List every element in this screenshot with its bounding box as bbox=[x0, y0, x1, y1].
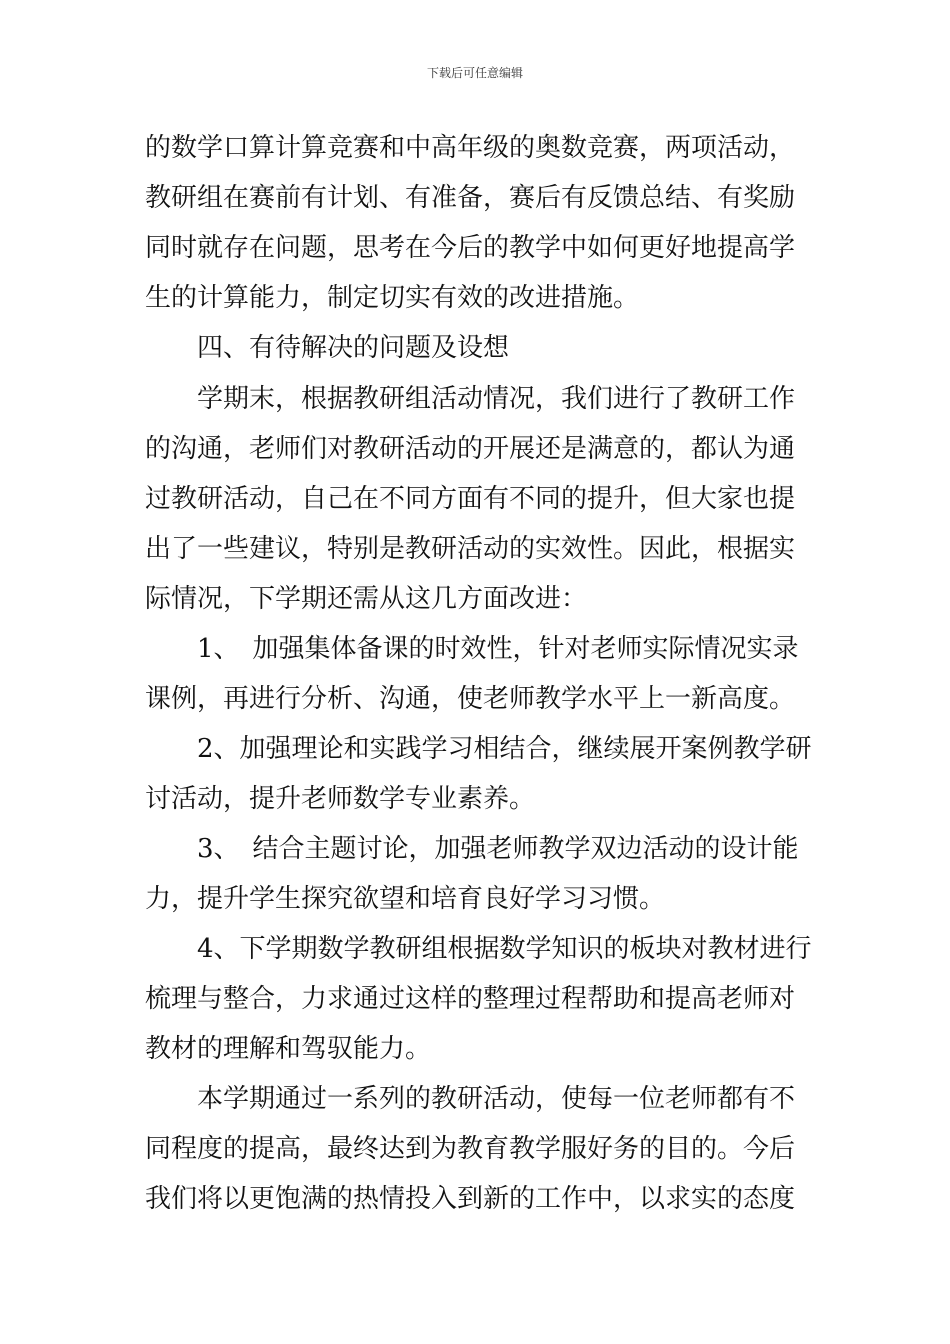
text-line: 教研组在赛前有计划、有准备，赛后有反馈总结、有奖励 bbox=[145, 183, 796, 213]
text-line: 梳理与整合，力求通过这样的整理过程帮助和提高老师对 bbox=[145, 984, 796, 1014]
text-line: 际情况，下学期还需从这几方面改进： bbox=[145, 584, 588, 614]
list-item-4: 4、下学期数学教研组根据数学知识的板块对教材进行 bbox=[145, 934, 812, 964]
list-item-1: 1、 加强集体备课的时效性，针对老师实际情况实录 bbox=[145, 634, 799, 664]
page-header: 下载后可任意编辑 bbox=[426, 66, 523, 80]
text-line: 我们将以更饱满的热情投入到新的工作中，以求实的态度 bbox=[145, 1184, 796, 1214]
text-line: 同程度的提高，最终达到为教育教学服好务的目的。今后 bbox=[145, 1134, 796, 1164]
list-item-3: 3、 结合主题讨论，加强老师教学双边活动的设计能 bbox=[145, 834, 799, 864]
text-line: 的数学口算计算竞赛和中高年级的奥数竞赛，两项活动， bbox=[145, 133, 796, 163]
text-line: 同时就存在问题，思考在今后的教学中如何更好地提高学 bbox=[145, 233, 796, 263]
text-line: 课例，再进行分析、沟通，使老师教学水平上一新高度。 bbox=[145, 684, 796, 714]
text-line: 教材的理解和驾驭能力。 bbox=[145, 1034, 432, 1064]
text-line: 力，提升学生探究欲望和培育良好学习习惯。 bbox=[145, 884, 666, 914]
section-heading: 四、有待解决的问题及设想 bbox=[145, 333, 510, 363]
text-line: 出了一些建议，特别是教研活动的实效性。因此，根据实 bbox=[145, 534, 796, 564]
list-item-2: 2、加强理论和实践学习相结合，继续展开案例教学研 bbox=[145, 734, 812, 764]
text-line: 生的计算能力，制定切实有效的改进措施。 bbox=[145, 283, 640, 313]
text-line: 本学期通过一系列的教研活动，使每一位老师都有不 bbox=[145, 1084, 796, 1114]
text-line: 的沟通，老师们对教研活动的开展还是满意的，都认为通 bbox=[145, 434, 796, 464]
text-line: 过教研活动，自己在不同方面有不同的提升，但大家也提 bbox=[145, 484, 796, 514]
text-line: 学期末，根据教研组活动情况，我们进行了教研工作 bbox=[145, 384, 796, 414]
text-line: 讨活动，提升老师数学专业素养。 bbox=[145, 784, 536, 814]
